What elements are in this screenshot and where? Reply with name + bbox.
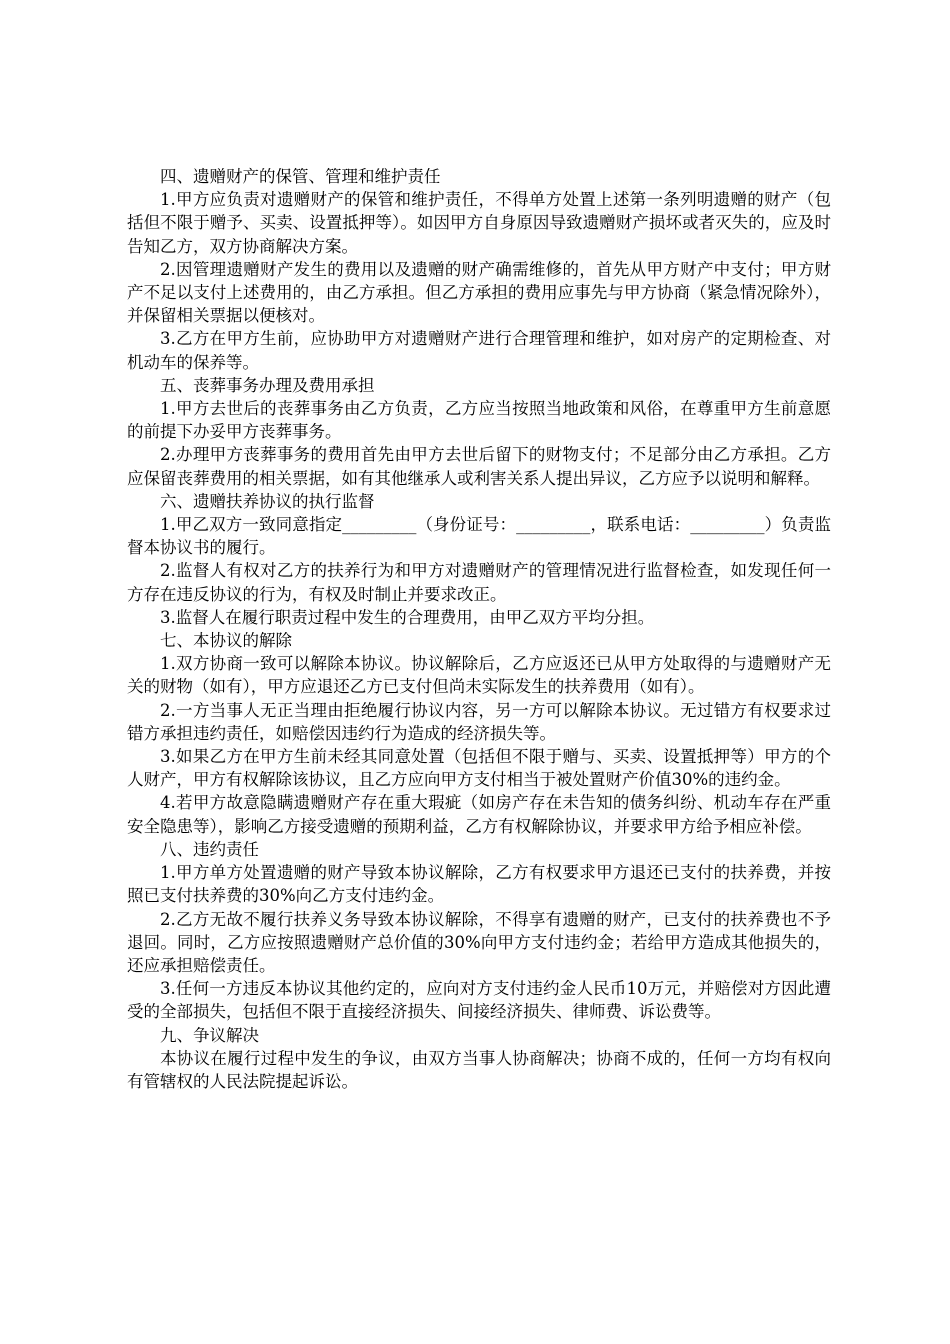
- section-heading-6: 六、遗赠扶养协议的执行监督: [160, 491, 375, 511]
- clause-7-3: 3.如果乙方在甲方生前未经其同意处置（包括但不限于赠与、买卖、设置抵押等）甲方的个人财产，甲方有权解除该协议，且乙方应向甲方支付相当于被处置财产价值30%的违约金。: [127, 747, 831, 790]
- clause-5-2: 2.办理甲方丧葬事务的费用首先由甲方去世后留下的财物支付；不足部分由乙方承担。乙方应保留丧葬费用的相关票据，如有其他继承人或利害关系人提出异议，乙方应予以说明和解释。: [127, 445, 831, 488]
- document-body: [127, 165, 831, 1093]
- clause-8-1: 1.甲方单方处置遗赠的财产导致本协议解除，乙方有权要求甲方退还已支付的扶养费，并按照已支付扶养费的30%向乙方支付违约金。: [127, 863, 831, 906]
- clause-6-2: 2.监督人有权对乙方的扶养行为和甲方对遗赠财产的管理情况进行监督检查，如发现任何一方存在违反协议的行为，有权及时制止并要求改正。: [127, 561, 831, 604]
- clause-7-1: 1.双方协商一致可以解除本协议。协议解除后，乙方应返还已从甲方处取得的与遗赠财产无关的财物（如有），甲方应退还乙方已支付但尚未实际发生的扶养费用（如有）。: [127, 654, 831, 697]
- clause-8-3: 3.任何一方违反本协议其他约定的，应向对方支付违约金人民币10万元，并赔偿对方因此遭受的全部损失，包括但不限于直接经济损失、间接经济损失、律师费、诉讼费等。: [127, 979, 831, 1022]
- clause-6-1: 1.甲乙双方一致同意指定_________（身份证号：_________，联系电话：_________）负责监督本协议书的履行。: [127, 515, 831, 558]
- clause-7-2: 2.一方当事人无正当理由拒绝履行协议内容，另一方可以解除本协议。无过错方有权要求过错方承担违约责任，如赔偿因违约行为造成的经济损失等。: [127, 700, 831, 743]
- section-heading-5: 五、丧葬事务办理及费用承担: [160, 375, 375, 395]
- clause-7-4: 4.若甲方故意隐瞒遗赠财产存在重大瑕疵（如房产存在未告知的债务纠纷、机动车存在严重安全隐患等），影响乙方接受遗赠的预期利益，乙方有权解除协议，并要求甲方给予相应补偿。: [127, 793, 831, 836]
- clause-6-3: 3.监督人在履行职责过程中发生的合理费用，由甲乙双方平均分担。: [160, 607, 655, 627]
- section-heading-7: 七、本协议的解除: [160, 631, 292, 651]
- section-heading-9: 九、争议解决: [160, 1025, 259, 1045]
- clause-8-2: 2.乙方无故不履行扶养义务导致本协议解除，不得享有遗赠的财产，已支付的扶养费也不予退回。同时，乙方应按照遗赠财产总价值的30%向甲方支付违约金；若给甲方造成其他损失的，还应承担赔偿责任。: [127, 909, 831, 975]
- clause-9-body: 本协议在履行过程中发生的争议，由双方当事人协商解决；协商不成的，任何一方均有权向有管辖权的人民法院提起诉讼。: [127, 1048, 831, 1091]
- section-heading-8: 八、违约责任: [160, 839, 259, 859]
- section-heading-4: 四、遗赠财产的保管、管理和维护责任: [160, 167, 441, 186]
- clause-5-1: 1.甲方去世后的丧葬事务由乙方负责，乙方应当按照当地政策和风俗，在尊重甲方生前意愿的前提下办妥甲方丧葬事务。: [127, 399, 831, 442]
- clause-4-2: 2.因管理遗赠财产发生的费用以及遗赠的财产确需维修的，首先从甲方财产中支付；甲方财产不足以支付上述费用的，由乙方承担。但乙方承担的费用应事先与甲方协商（紧急情况除外），并保留相关票据以便核对。: [127, 259, 831, 326]
- clause-4-1: 1.甲方应负责对遗赠财产的保管和维护责任，不得单方处置上述第一条列明遗赠的财产（包括但不限于赠予、买卖、设置抵押等）。如因甲方自身原因导致遗赠财产损坏或者灭失的，应及时告知乙方，双方协商解决方案。: [127, 190, 831, 256]
- clause-4-3: 3.乙方在甲方生前，应协助甲方对遗赠财产进行合理管理和维护，如对房产的定期检查、对机动车的保养等。: [127, 329, 831, 372]
